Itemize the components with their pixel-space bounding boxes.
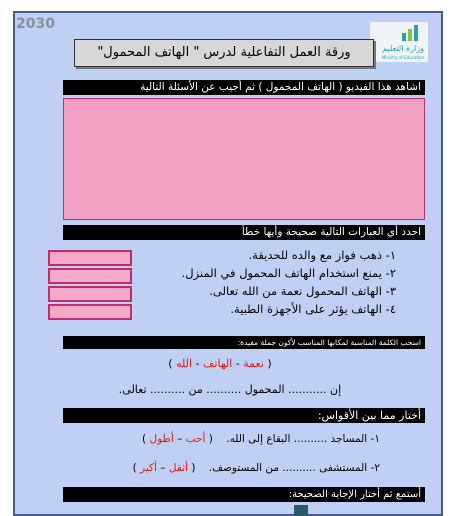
section2-heading: احدد أي العبارات التالية صحيحة وأيها خطأ <box>63 225 425 240</box>
section4-heading: أختار مما بين الأقواس: <box>63 408 425 423</box>
q2-option-1[interactable]: أثقل <box>168 462 188 474</box>
page-title: ورقة العمل التفاعلية لدرس " الهاتف المحمول" <box>74 39 374 67</box>
ministry-name-en: Ministry of Education <box>381 55 424 60</box>
statement-2: ٢- يمنع استخدام الهاتف المحمول في المنزل. <box>181 266 396 280</box>
ministry-emblem-icon <box>400 25 422 41</box>
statement-4: ٤- الهاتف يؤثر على الأجهزة الطبية. <box>230 302 396 316</box>
video-placeholder[interactable] <box>63 98 425 220</box>
ministry-name-ar: وزارة التعليم <box>382 44 424 53</box>
word-bank: ( نعمة - الهاتف - الله ) <box>168 357 272 370</box>
answer-box-3[interactable] <box>48 286 132 302</box>
audio-thumbnail[interactable] <box>294 505 308 516</box>
statement-1: ١- ذهب فواز مع والده للحديقة. <box>248 248 396 262</box>
question-2: ٢- المستشفى .......... من المستوصف. ( أثقل – أكبر ) <box>132 462 380 474</box>
word-option-2[interactable]: الهاتف <box>203 357 233 370</box>
ministry-logo <box>370 22 428 62</box>
section1-heading: اشاهد هذا الفيديو ( الهاتف المحمول ) ثم أجيب عن الأسئلة التالية <box>63 80 425 95</box>
q2-option-2[interactable]: أكبر <box>140 462 157 474</box>
answer-box-1[interactable] <box>48 250 132 266</box>
statement-3: ٣- الهاتف المحمول نعمة من الله تعالى. <box>209 284 396 298</box>
section5-heading: أستمع ثم أختار الإجابة الصحيحة: <box>63 487 425 502</box>
question-1: ١- المساجد .......... البقاع إلى الله. ( أحب – أطول ) <box>142 433 380 445</box>
section3-heading: اسحب الكلمة المناسبة لمكانها المناسب لأكون جملة مفيدة: <box>63 336 425 349</box>
q1-option-1[interactable]: أحب <box>185 433 206 445</box>
word-option-1[interactable]: نعمة <box>243 357 264 370</box>
answer-box-2[interactable] <box>48 268 132 284</box>
answer-box-4[interactable] <box>48 304 132 320</box>
word-option-3[interactable]: الله <box>176 357 193 370</box>
q1-option-2[interactable]: أطول <box>149 433 174 445</box>
fill-sentence: إن ........... المحمول .......... من .......... تعالى. <box>118 383 342 396</box>
vision-2030-logo: 2030 <box>16 16 55 32</box>
